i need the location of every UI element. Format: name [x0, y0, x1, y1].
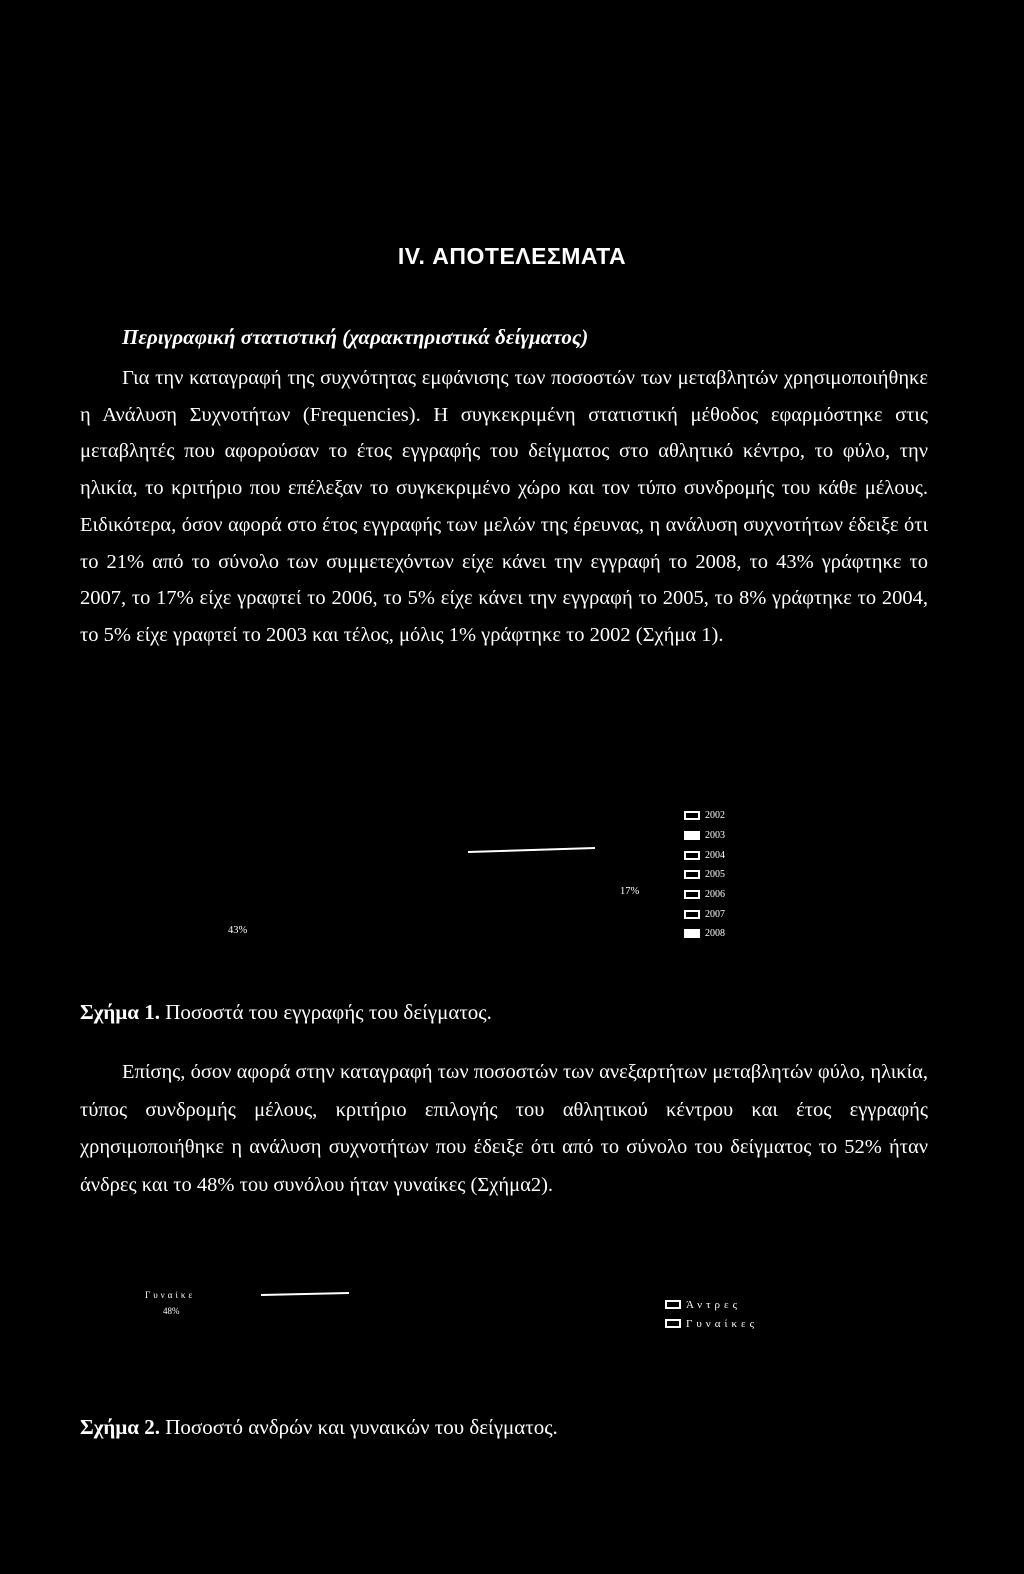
paragraph-registration-year: Για την καταγραφή της συχνότητας εμφάνισης των ποσοστών των μεταβλητών χρησιμοποιήθηκε η Ανάλυση Συχνοτήτων (Frequencies). Η συγκεκριμένη στατιστική μέθοδος εφαρμόστηκε στις μεταβλητές που αφορούσαν το έτος εγγραφής του δείγματος στο αθλητικό κέντρο, το φύλο, την ηλικία, το κριτήριο που επέλεξαν το συγκεκριμένο χώρο και τον τύπο συνδρομής του κάθε μέλους. Ειδικότερα, όσον αφορά στο έτος εγγραφής των μελών της έρευνας, η ανάλυση συχνοτήτων έδειξε ότι το 21% από το σύνολο των συμμετεχόντων είχε κάνει την εγγραφή το 2008, το 43% γράφτηκε το 2007, το 17% είχε γραφτεί το 2006, το 5% είχε κάνει την εγγραφή το 2005, το 8% γράφτηκε το 2004, το 5% είχε γραφτεί το 2003 και τέλος, μόλις 1% γράφτηκε το 2002 (Σχήμα 1).: [80, 367, 928, 646]
legend-item-2008: [684, 924, 725, 944]
legend-item-men: [665, 1295, 758, 1314]
legend-label: 2003: [705, 830, 725, 842]
legend-item-2007: [684, 904, 725, 924]
legend-swatch: [684, 811, 700, 820]
figure2-caption-label: Σχήμα 2.: [80, 1415, 160, 1439]
legend-label: Γυναίκες: [686, 1317, 759, 1330]
legend-swatch: [684, 890, 700, 899]
figure1-label-43: 43%: [228, 925, 248, 936]
figure1-leader-line: [460, 840, 600, 860]
legend-label: 2007: [705, 908, 725, 920]
legend-label: Άντρες: [686, 1298, 741, 1311]
figure2-legend: [665, 1295, 758, 1333]
legend-label: 2008: [705, 928, 725, 940]
legend-item-women: [665, 1314, 758, 1333]
legend-item-2006: [684, 885, 725, 905]
legend-item-2002: [684, 806, 725, 826]
legend-item-2004: [684, 845, 725, 865]
figure1-label-17: 17%: [620, 886, 640, 897]
figure2-slice-value: 48%: [163, 1306, 180, 1316]
figure2-leader-line: [255, 1288, 355, 1300]
legend-swatch: [684, 929, 700, 938]
legend-label: 2006: [705, 889, 725, 901]
figure2-caption: [80, 1415, 558, 1440]
legend-item-2005: [684, 865, 725, 885]
legend-swatch: [684, 831, 700, 840]
legend-item-2003: [684, 826, 725, 846]
figure1-caption-text: Ποσοστά του εγγραφής του δείγματος.: [159, 1000, 492, 1024]
legend-swatch: [684, 851, 700, 860]
legend-label: 2005: [705, 869, 725, 881]
figure1-caption: [80, 1000, 492, 1025]
subsection-heading: Περιγραφική στατιστική (χαρακτηριστικά δείγματος): [122, 325, 589, 349]
figure1-legend: [684, 806, 725, 944]
section-heading: IV. ΑΠΟΤΕΛΕΣΜΑΤΑ: [397, 243, 627, 269]
legend-swatch: [665, 1300, 681, 1309]
legend-label: 2002: [705, 810, 725, 822]
legend-swatch: [684, 870, 700, 879]
figure2-slice-label: Γυναίκε: [145, 1290, 196, 1300]
legend-label: 2004: [705, 849, 725, 861]
figure1-caption-label: Σχήμα 1.: [80, 1000, 160, 1024]
figure2-caption-text: Ποσοστό ανδρών και γυναικών του δείγματος.: [159, 1415, 558, 1439]
legend-swatch: [665, 1319, 681, 1328]
legend-swatch: [684, 910, 700, 919]
paragraph-gender: Επίσης, όσον αφορά στην καταγραφή των ποσοστών των ανεξαρτήτων μεταβλητών φύλο, ηλικία, τύπος συνδρομής μέλους, κριτήριο επιλογής του αθλητικού κέντρου και έτος εγγραφής χρησιμοποιήθηκε η ανάλυση συχνοτήτων που έδειξε ότι από το σύνολο του δείγματος το 52% ήταν άνδρες και το 48% του συνόλου ήταν γυναίκες (Σχήμα2).: [80, 1061, 928, 1196]
